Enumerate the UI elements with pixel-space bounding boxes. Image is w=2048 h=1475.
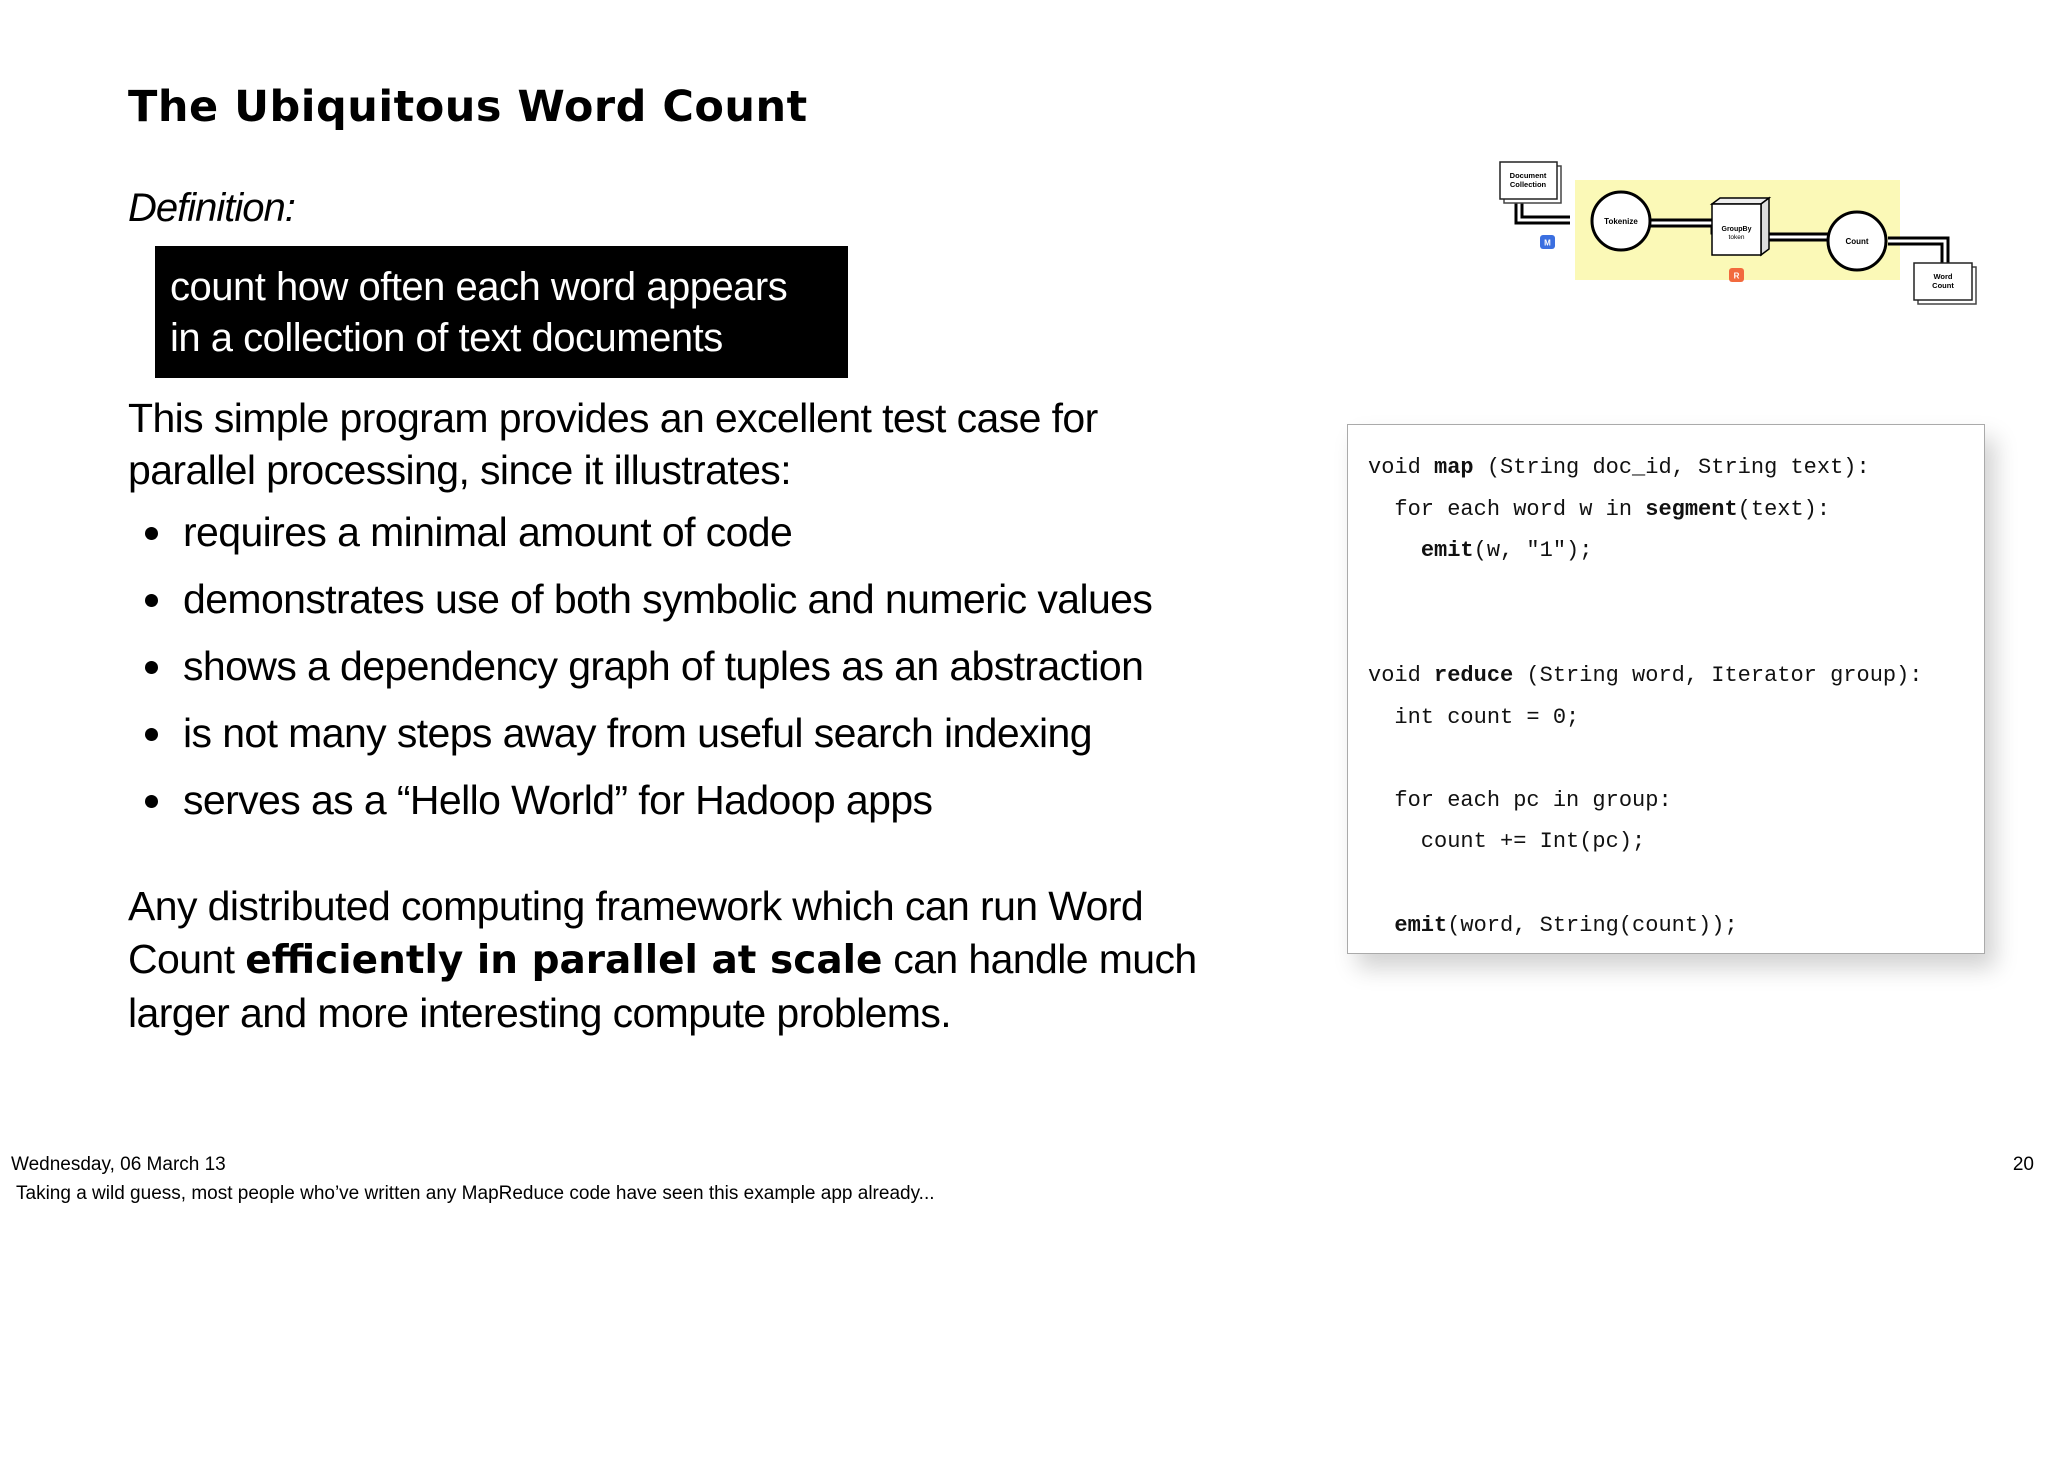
closing-text: can handle much — [882, 936, 1197, 982]
footer-date: Wednesday, 06 March 13 — [11, 1154, 226, 1175]
code-line: for each pc in group: — [1368, 787, 1672, 813]
definition-box — [155, 246, 848, 378]
bullet-text: demonstrates use of both symbolic and numeric values — [183, 576, 1153, 622]
closing-line — [128, 933, 1278, 987]
code-line-blank — [1368, 738, 1984, 780]
bullet-text: is not many steps away from useful search indexing — [183, 710, 1092, 756]
definition-line: count how often each word appears — [170, 265, 788, 309]
code-line: emit(w, "1"); — [1420, 538, 1593, 564]
code-line: count += Int(pc); — [1368, 829, 1646, 855]
node-label: Collection — [1509, 180, 1547, 189]
bullet-item — [145, 571, 1152, 638]
node-label: Document — [1509, 171, 1547, 180]
bullet-icon — [145, 527, 158, 540]
bullet-icon — [145, 795, 158, 808]
bullet-item — [145, 504, 1152, 571]
pipe — [1519, 201, 1570, 220]
bullet-item — [145, 772, 1152, 839]
badge-label: R — [1733, 271, 1740, 281]
code-line: int count = 0; — [1368, 704, 1580, 730]
code-line-blank — [1368, 572, 1984, 614]
closing-emphasis: efficiently in parallel at scale — [245, 938, 883, 983]
code-line: void reduce (String word, Iterator group): — [1368, 662, 1923, 688]
bullet-text: serves as a “Hello World” for Hadoop apps — [183, 777, 933, 823]
code-line: void map (String doc_id, String text): — [1368, 455, 1870, 480]
definition-label: Definition: — [128, 186, 295, 230]
bullet-text: requires a minimal amount of code — [183, 509, 793, 555]
intro-paragraph — [128, 392, 1228, 496]
code-line: for each word w in segment(text): — [1368, 496, 1831, 522]
bullet-icon — [145, 661, 158, 674]
bullet-item — [145, 638, 1152, 705]
closing-text: Count — [128, 936, 246, 982]
page-number: 20 — [2012, 1154, 2034, 1175]
closing-line: Any distributed computing framework which can run Word — [128, 883, 1144, 929]
bullet-item — [145, 705, 1152, 772]
code-block — [1347, 424, 1985, 954]
speaker-note: Taking a wild guess, most people who’ve written any MapReduce code have seen this example app already... — [16, 1183, 935, 1204]
node-label: Word — [1933, 272, 1953, 281]
closing-line: larger and more interesting compute problems. — [128, 990, 952, 1036]
intro-line: parallel processing, since it illustrates: — [128, 447, 791, 493]
definition-line: in a collection of text documents — [170, 316, 723, 360]
code-line-blank — [1368, 613, 1984, 655]
slide-title: The Ubiquitous Word Count — [128, 82, 808, 132]
node-label: token — [1728, 234, 1745, 241]
badge-label: M — [1544, 238, 1551, 248]
groupby-node — [1761, 198, 1769, 255]
intro-line: This simple program provides an excellent test case for — [128, 395, 1098, 441]
bullet-text: shows a dependency graph of tuples as an abstraction — [183, 643, 1144, 689]
bullet-icon — [145, 728, 158, 741]
closing-paragraph — [128, 880, 1278, 1040]
bullet-icon — [145, 594, 158, 607]
node-label: Count — [1845, 237, 1869, 246]
node-label: Tokenize — [1604, 217, 1638, 226]
workflow-diagram — [1490, 155, 1990, 315]
code-line: emit(word, String(count)); — [1394, 912, 1738, 938]
node-label: GroupBy — [1721, 226, 1752, 233]
bullet-list — [145, 504, 1152, 839]
code-line-blank — [1368, 863, 1984, 905]
node-label: Count — [1932, 281, 1954, 290]
groupby-node — [1712, 198, 1769, 204]
